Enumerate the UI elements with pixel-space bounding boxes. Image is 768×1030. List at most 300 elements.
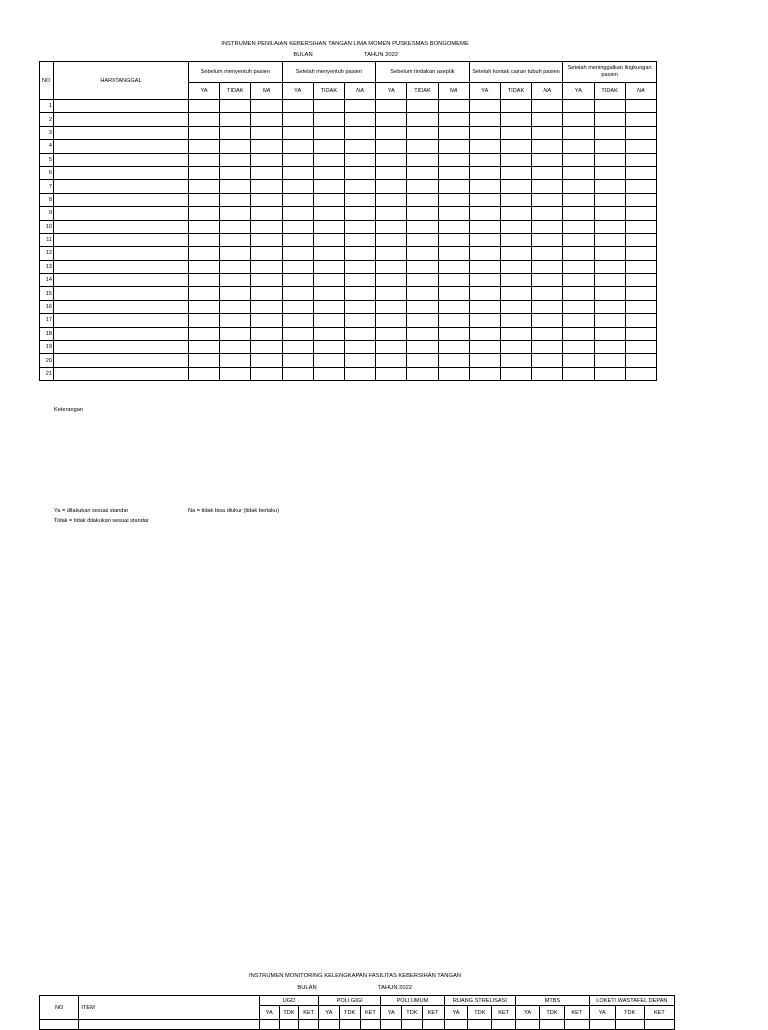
check-cell[interactable] [313, 287, 344, 300]
check-cell[interactable] [344, 247, 375, 260]
check-cell[interactable] [251, 153, 282, 166]
date-cell[interactable] [54, 100, 189, 113]
check-cell[interactable] [220, 233, 251, 246]
check-cell[interactable] [282, 153, 313, 166]
check-cell[interactable] [282, 354, 313, 367]
check-cell[interactable] [251, 247, 282, 260]
check-cell[interactable] [376, 180, 407, 193]
check-cell[interactable] [532, 247, 563, 260]
check-cell[interactable] [625, 247, 656, 260]
check-cell[interactable] [344, 207, 375, 220]
check-cell[interactable] [220, 314, 251, 327]
check-cell[interactable] [220, 274, 251, 287]
check-cell[interactable] [189, 180, 220, 193]
check-cell[interactable] [438, 260, 469, 273]
check-cell[interactable] [625, 220, 656, 233]
check-cell[interactable] [259, 1020, 279, 1030]
check-cell[interactable] [313, 274, 344, 287]
check-cell[interactable] [313, 314, 344, 327]
check-cell[interactable] [500, 274, 531, 287]
date-cell[interactable] [54, 126, 189, 139]
check-cell[interactable] [220, 287, 251, 300]
date-cell[interactable] [54, 166, 189, 179]
check-cell[interactable] [220, 367, 251, 380]
item-cell[interactable] [79, 1020, 260, 1030]
check-cell[interactable] [594, 247, 625, 260]
check-cell[interactable] [344, 126, 375, 139]
check-cell[interactable] [220, 113, 251, 126]
check-cell[interactable] [469, 113, 500, 126]
check-cell[interactable] [251, 113, 282, 126]
check-cell[interactable] [438, 300, 469, 313]
check-cell[interactable] [500, 113, 531, 126]
check-cell[interactable] [376, 247, 407, 260]
check-cell[interactable] [189, 153, 220, 166]
check-cell[interactable] [532, 220, 563, 233]
check-cell[interactable] [438, 327, 469, 340]
check-cell[interactable] [251, 367, 282, 380]
check-cell[interactable] [438, 314, 469, 327]
check-cell[interactable] [532, 140, 563, 153]
check-cell[interactable] [438, 274, 469, 287]
check-cell[interactable] [469, 314, 500, 327]
check-cell[interactable] [313, 260, 344, 273]
check-cell[interactable] [625, 140, 656, 153]
check-cell[interactable] [251, 260, 282, 273]
check-cell[interactable] [407, 126, 438, 139]
check-cell[interactable] [563, 207, 594, 220]
check-cell[interactable] [299, 1020, 319, 1030]
check-cell[interactable] [282, 314, 313, 327]
check-cell[interactable] [189, 327, 220, 340]
check-cell[interactable] [625, 193, 656, 206]
check-cell[interactable] [594, 113, 625, 126]
check-cell[interactable] [376, 153, 407, 166]
check-cell[interactable] [532, 367, 563, 380]
check-cell[interactable] [220, 166, 251, 179]
date-cell[interactable] [54, 220, 189, 233]
check-cell[interactable] [407, 166, 438, 179]
date-cell[interactable] [54, 367, 189, 380]
check-cell[interactable] [407, 100, 438, 113]
check-cell[interactable] [469, 260, 500, 273]
check-cell[interactable] [189, 207, 220, 220]
date-cell[interactable] [54, 341, 189, 354]
date-cell[interactable] [54, 300, 189, 313]
check-cell[interactable] [220, 126, 251, 139]
check-cell[interactable] [500, 180, 531, 193]
check-cell[interactable] [563, 314, 594, 327]
check-cell[interactable] [376, 314, 407, 327]
check-cell[interactable] [313, 193, 344, 206]
check-cell[interactable] [407, 140, 438, 153]
check-cell[interactable] [381, 1020, 402, 1030]
check-cell[interactable] [189, 193, 220, 206]
check-cell[interactable] [344, 314, 375, 327]
check-cell[interactable] [563, 100, 594, 113]
check-cell[interactable] [625, 287, 656, 300]
check-cell[interactable] [407, 113, 438, 126]
check-cell[interactable] [438, 247, 469, 260]
check-cell[interactable] [563, 300, 594, 313]
check-cell[interactable] [189, 314, 220, 327]
check-cell[interactable] [516, 1020, 540, 1030]
check-cell[interactable] [313, 207, 344, 220]
check-cell[interactable] [251, 140, 282, 153]
check-cell[interactable] [589, 1020, 615, 1030]
check-cell[interactable] [282, 274, 313, 287]
check-cell[interactable] [564, 1020, 589, 1030]
check-cell[interactable] [220, 247, 251, 260]
check-cell[interactable] [563, 287, 594, 300]
check-cell[interactable] [500, 100, 531, 113]
check-cell[interactable] [500, 341, 531, 354]
check-cell[interactable] [625, 113, 656, 126]
check-cell[interactable] [376, 341, 407, 354]
check-cell[interactable] [594, 207, 625, 220]
check-cell[interactable] [313, 300, 344, 313]
check-cell[interactable] [469, 367, 500, 380]
check-cell[interactable] [625, 233, 656, 246]
date-cell[interactable] [54, 207, 189, 220]
check-cell[interactable] [532, 126, 563, 139]
check-cell[interactable] [532, 287, 563, 300]
check-cell[interactable] [189, 126, 220, 139]
check-cell[interactable] [407, 247, 438, 260]
check-cell[interactable] [500, 367, 531, 380]
check-cell[interactable] [407, 180, 438, 193]
check-cell[interactable] [282, 126, 313, 139]
check-cell[interactable] [282, 300, 313, 313]
check-cell[interactable] [376, 166, 407, 179]
check-cell[interactable] [532, 153, 563, 166]
check-cell[interactable] [344, 166, 375, 179]
check-cell[interactable] [189, 300, 220, 313]
check-cell[interactable] [220, 180, 251, 193]
check-cell[interactable] [563, 113, 594, 126]
check-cell[interactable] [376, 287, 407, 300]
check-cell[interactable] [402, 1020, 423, 1030]
check-cell[interactable] [251, 193, 282, 206]
check-cell[interactable] [594, 153, 625, 166]
check-cell[interactable] [344, 113, 375, 126]
check-cell[interactable] [282, 180, 313, 193]
check-cell[interactable] [644, 1020, 674, 1030]
check-cell[interactable] [189, 274, 220, 287]
check-cell[interactable] [344, 287, 375, 300]
check-cell[interactable] [376, 126, 407, 139]
check-cell[interactable] [469, 274, 500, 287]
check-cell[interactable] [376, 233, 407, 246]
check-cell[interactable] [376, 300, 407, 313]
check-cell[interactable] [469, 247, 500, 260]
check-cell[interactable] [189, 166, 220, 179]
check-cell[interactable] [407, 314, 438, 327]
date-cell[interactable] [54, 113, 189, 126]
check-cell[interactable] [407, 220, 438, 233]
check-cell[interactable] [407, 300, 438, 313]
check-cell[interactable] [407, 354, 438, 367]
check-cell[interactable] [251, 233, 282, 246]
check-cell[interactable] [500, 153, 531, 166]
check-cell[interactable] [189, 100, 220, 113]
check-cell[interactable] [625, 300, 656, 313]
check-cell[interactable] [469, 220, 500, 233]
check-cell[interactable] [313, 341, 344, 354]
check-cell[interactable] [438, 113, 469, 126]
check-cell[interactable] [625, 166, 656, 179]
check-cell[interactable] [500, 233, 531, 246]
check-cell[interactable] [492, 1020, 516, 1030]
check-cell[interactable] [625, 367, 656, 380]
check-cell[interactable] [376, 220, 407, 233]
check-cell[interactable] [500, 140, 531, 153]
check-cell[interactable] [500, 314, 531, 327]
check-cell[interactable] [500, 126, 531, 139]
check-cell[interactable] [189, 367, 220, 380]
check-cell[interactable] [344, 260, 375, 273]
check-cell[interactable] [532, 260, 563, 273]
check-cell[interactable] [220, 300, 251, 313]
check-cell[interactable] [220, 207, 251, 220]
check-cell[interactable] [282, 140, 313, 153]
check-cell[interactable] [532, 274, 563, 287]
check-cell[interactable] [313, 180, 344, 193]
check-cell[interactable] [282, 233, 313, 246]
check-cell[interactable] [189, 247, 220, 260]
check-cell[interactable] [313, 233, 344, 246]
check-cell[interactable] [319, 1020, 340, 1030]
check-cell[interactable] [532, 166, 563, 179]
check-cell[interactable] [532, 354, 563, 367]
check-cell[interactable] [251, 166, 282, 179]
check-cell[interactable] [469, 300, 500, 313]
check-cell[interactable] [344, 193, 375, 206]
check-cell[interactable] [313, 153, 344, 166]
check-cell[interactable] [189, 260, 220, 273]
check-cell[interactable] [344, 341, 375, 354]
check-cell[interactable] [594, 100, 625, 113]
check-cell[interactable] [532, 300, 563, 313]
check-cell[interactable] [469, 166, 500, 179]
check-cell[interactable] [469, 100, 500, 113]
check-cell[interactable] [563, 233, 594, 246]
date-cell[interactable] [54, 287, 189, 300]
check-cell[interactable] [563, 126, 594, 139]
check-cell[interactable] [438, 207, 469, 220]
check-cell[interactable] [282, 113, 313, 126]
check-cell[interactable] [220, 260, 251, 273]
check-cell[interactable] [532, 207, 563, 220]
check-cell[interactable] [438, 233, 469, 246]
check-cell[interactable] [407, 207, 438, 220]
check-cell[interactable] [500, 327, 531, 340]
check-cell[interactable] [594, 327, 625, 340]
date-cell[interactable] [54, 260, 189, 273]
check-cell[interactable] [594, 233, 625, 246]
check-cell[interactable] [625, 260, 656, 273]
check-cell[interactable] [220, 354, 251, 367]
check-cell[interactable] [469, 193, 500, 206]
check-cell[interactable] [251, 341, 282, 354]
check-cell[interactable] [500, 354, 531, 367]
check-cell[interactable] [532, 100, 563, 113]
check-cell[interactable] [407, 274, 438, 287]
check-cell[interactable] [376, 260, 407, 273]
check-cell[interactable] [251, 327, 282, 340]
check-cell[interactable] [189, 140, 220, 153]
check-cell[interactable] [438, 220, 469, 233]
check-cell[interactable] [594, 260, 625, 273]
check-cell[interactable] [444, 1020, 468, 1030]
check-cell[interactable] [500, 220, 531, 233]
check-cell[interactable] [251, 207, 282, 220]
check-cell[interactable] [251, 220, 282, 233]
check-cell[interactable] [532, 193, 563, 206]
check-cell[interactable] [625, 314, 656, 327]
check-cell[interactable] [251, 354, 282, 367]
check-cell[interactable] [313, 354, 344, 367]
date-cell[interactable] [54, 153, 189, 166]
check-cell[interactable] [282, 367, 313, 380]
check-cell[interactable] [282, 207, 313, 220]
check-cell[interactable] [438, 100, 469, 113]
check-cell[interactable] [282, 193, 313, 206]
check-cell[interactable] [500, 207, 531, 220]
check-cell[interactable] [563, 220, 594, 233]
check-cell[interactable] [625, 100, 656, 113]
check-cell[interactable] [469, 341, 500, 354]
check-cell[interactable] [500, 166, 531, 179]
date-cell[interactable] [54, 327, 189, 340]
check-cell[interactable] [313, 126, 344, 139]
check-cell[interactable] [469, 354, 500, 367]
check-cell[interactable] [220, 220, 251, 233]
check-cell[interactable] [594, 126, 625, 139]
check-cell[interactable] [251, 300, 282, 313]
date-cell[interactable] [54, 314, 189, 327]
check-cell[interactable] [438, 287, 469, 300]
check-cell[interactable] [251, 100, 282, 113]
check-cell[interactable] [540, 1020, 565, 1030]
check-cell[interactable] [594, 274, 625, 287]
check-cell[interactable] [313, 367, 344, 380]
check-cell[interactable] [360, 1020, 381, 1030]
check-cell[interactable] [438, 367, 469, 380]
check-cell[interactable] [344, 153, 375, 166]
check-cell[interactable] [625, 341, 656, 354]
check-cell[interactable] [189, 287, 220, 300]
check-cell[interactable] [563, 180, 594, 193]
check-cell[interactable] [282, 100, 313, 113]
check-cell[interactable] [594, 354, 625, 367]
check-cell[interactable] [407, 193, 438, 206]
check-cell[interactable] [407, 327, 438, 340]
check-cell[interactable] [422, 1020, 444, 1030]
check-cell[interactable] [313, 100, 344, 113]
check-cell[interactable] [469, 327, 500, 340]
check-cell[interactable] [438, 354, 469, 367]
check-cell[interactable] [189, 220, 220, 233]
check-cell[interactable] [563, 341, 594, 354]
check-cell[interactable] [469, 126, 500, 139]
check-cell[interactable] [594, 314, 625, 327]
check-cell[interactable] [313, 220, 344, 233]
check-cell[interactable] [339, 1020, 360, 1030]
check-cell[interactable] [563, 260, 594, 273]
check-cell[interactable] [438, 140, 469, 153]
check-cell[interactable] [563, 193, 594, 206]
check-cell[interactable] [563, 247, 594, 260]
check-cell[interactable] [532, 341, 563, 354]
check-cell[interactable] [376, 113, 407, 126]
check-cell[interactable] [376, 367, 407, 380]
date-cell[interactable] [54, 247, 189, 260]
check-cell[interactable] [532, 113, 563, 126]
date-cell[interactable] [54, 233, 189, 246]
check-cell[interactable] [594, 180, 625, 193]
check-cell[interactable] [189, 233, 220, 246]
check-cell[interactable] [282, 247, 313, 260]
check-cell[interactable] [594, 193, 625, 206]
check-cell[interactable] [251, 274, 282, 287]
check-cell[interactable] [251, 314, 282, 327]
check-cell[interactable] [625, 274, 656, 287]
check-cell[interactable] [376, 193, 407, 206]
check-cell[interactable] [625, 354, 656, 367]
check-cell[interactable] [625, 207, 656, 220]
check-cell[interactable] [594, 367, 625, 380]
check-cell[interactable] [625, 153, 656, 166]
check-cell[interactable] [469, 207, 500, 220]
check-cell[interactable] [220, 100, 251, 113]
check-cell[interactable] [407, 260, 438, 273]
check-cell[interactable] [251, 287, 282, 300]
check-cell[interactable] [220, 327, 251, 340]
check-cell[interactable] [469, 233, 500, 246]
check-cell[interactable] [376, 100, 407, 113]
date-cell[interactable] [54, 274, 189, 287]
check-cell[interactable] [344, 354, 375, 367]
date-cell[interactable] [54, 140, 189, 153]
check-cell[interactable] [344, 327, 375, 340]
check-cell[interactable] [220, 153, 251, 166]
check-cell[interactable] [313, 166, 344, 179]
check-cell[interactable] [407, 153, 438, 166]
check-cell[interactable] [594, 166, 625, 179]
check-cell[interactable] [313, 247, 344, 260]
check-cell[interactable] [625, 180, 656, 193]
check-cell[interactable] [376, 327, 407, 340]
check-cell[interactable] [469, 180, 500, 193]
check-cell[interactable] [344, 220, 375, 233]
check-cell[interactable] [189, 113, 220, 126]
check-cell[interactable] [532, 314, 563, 327]
check-cell[interactable] [469, 153, 500, 166]
check-cell[interactable] [500, 260, 531, 273]
check-cell[interactable] [438, 126, 469, 139]
check-cell[interactable] [376, 274, 407, 287]
check-cell[interactable] [282, 166, 313, 179]
check-cell[interactable] [407, 367, 438, 380]
check-cell[interactable] [469, 287, 500, 300]
check-cell[interactable] [251, 126, 282, 139]
check-cell[interactable] [313, 113, 344, 126]
check-cell[interactable] [532, 327, 563, 340]
check-cell[interactable] [282, 260, 313, 273]
check-cell[interactable] [438, 180, 469, 193]
check-cell[interactable] [563, 327, 594, 340]
